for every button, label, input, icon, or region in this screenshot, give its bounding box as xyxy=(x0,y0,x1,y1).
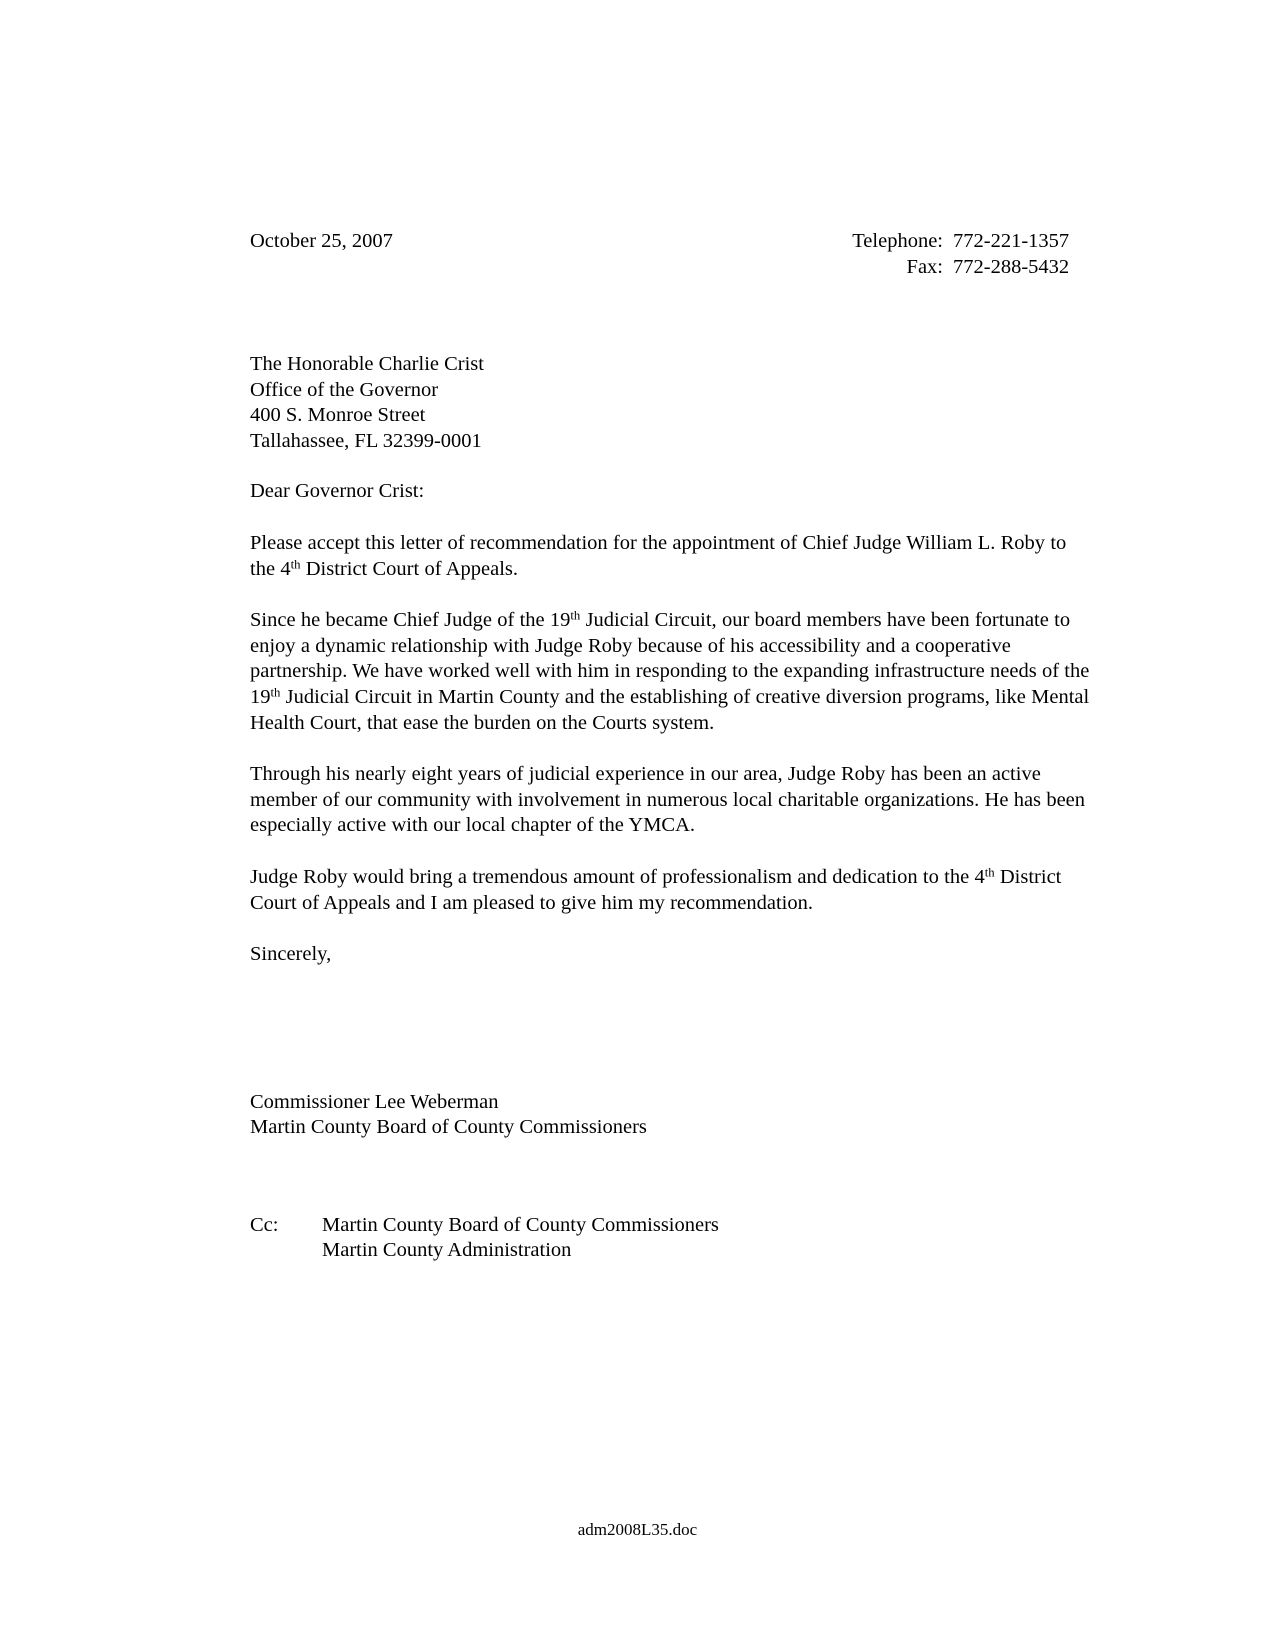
paragraph-1-ordinal-suffix: th xyxy=(290,556,301,571)
cc-row xyxy=(250,1213,1095,1264)
telephone-label: Telephone: xyxy=(852,230,943,252)
cc-entries xyxy=(322,1213,719,1264)
cc-label: Cc: xyxy=(250,1213,279,1236)
letterhead-row xyxy=(250,228,1095,280)
paragraph-2-text-a: Since he became Chief Judge of the 19 xyxy=(250,609,571,632)
cc-block xyxy=(250,1213,1095,1264)
telephone-value: 772-221-1357 xyxy=(953,230,1070,252)
addressee-line-4: Tallahassee, FL 32399-0001 xyxy=(250,429,482,452)
paragraph-1-text-a: Please accept this letter of recommendation for the appointment of Chief Judge William L. Roby to the 4 xyxy=(250,531,1067,580)
fax-value: 772-288-5432 xyxy=(953,256,1070,278)
paragraph-3: Through his nearly eight years of judicial experience in our area, Judge Roby has been an active member of our community with involvement in numerous local charitable organizations. He has been especially active with our local chapter of the YMCA. xyxy=(250,763,1086,837)
addressee-block xyxy=(250,352,1095,454)
paragraph-4 xyxy=(250,865,1095,916)
addressee-line-3: 400 S. Monroe Street xyxy=(250,404,426,427)
cc-entry-1: Martin County Board of County Commissioners xyxy=(322,1213,719,1236)
letter-date: October 25, 2007 xyxy=(250,230,393,252)
signatory-organization: Martin County Board of County Commissioners xyxy=(250,1116,647,1139)
signatory-name: Commissioner Lee Weberman xyxy=(250,1090,499,1113)
paragraph-1 xyxy=(250,531,1095,582)
addressee-line-2: Office of the Governor xyxy=(250,378,439,401)
paragraph-2-ordinal-suffix-2: th xyxy=(270,685,281,700)
salutation: Dear Governor Crist: xyxy=(250,480,425,503)
contact-info-block xyxy=(825,228,1095,280)
addressee-line-1: The Honorable Charlie Crist xyxy=(250,353,484,375)
paragraph-4-ordinal-suffix: th xyxy=(984,865,995,880)
paragraph-4-text-a: Judge Roby would bring a tremendous amount of professionalism and dedication to the 4 xyxy=(250,865,985,888)
paragraph-2-ordinal-suffix-1: th xyxy=(570,608,581,623)
paragraph-2-text-c: Judicial Circuit in Martin County and the establishing of creative diversion programs, like Mental Health Court, that ease the burden on the Courts system. xyxy=(250,685,1090,734)
paragraph-2-text-b: Judicial Circuit, our board members have been fortunate to enjoy a dynamic relationship with Judge Roby because of his accessibility and a cooperative partnership. We have worked well with him in responding to the expanding infrastructure needs of the 19 xyxy=(250,609,1090,708)
cc-entry-2: Martin County Administration xyxy=(322,1239,572,1262)
paragraph-4-text-b: District Court of Appeals and I am pleased to give him my recommendation. xyxy=(250,865,1062,914)
document-footer-filename: adm2008L35.doc xyxy=(577,1520,698,1539)
closing: Sincerely, xyxy=(250,943,332,966)
paragraph-2 xyxy=(250,608,1095,736)
letter-body xyxy=(250,228,1095,1264)
fax-row xyxy=(825,254,1095,280)
paragraph-1-text-b: District Court of Appeals. xyxy=(300,557,519,580)
signature-block xyxy=(250,1090,1095,1141)
fax-label: Fax: xyxy=(906,256,943,278)
telephone-row xyxy=(825,228,1095,254)
